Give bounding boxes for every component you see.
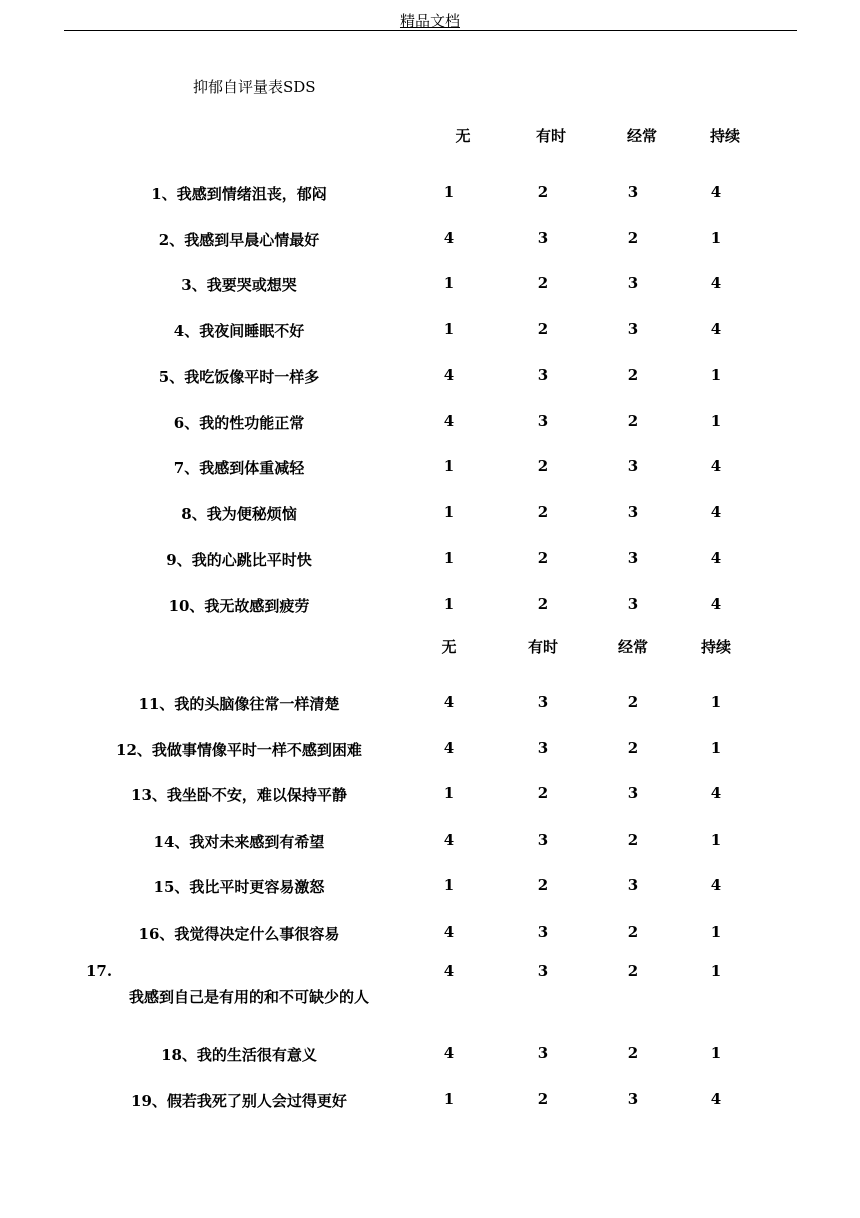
score-none: 1 [443, 595, 455, 613]
column-header-sometimes: 有时 [527, 638, 559, 656]
question-text: 3、我要哭或想哭 [181, 276, 297, 294]
score-sometimes: 2 [537, 876, 549, 894]
score-always: 1 [710, 229, 722, 247]
score-often: 3 [627, 595, 639, 613]
score-none: 1 [443, 549, 455, 567]
column-header-none: 无 [455, 127, 471, 145]
score-sometimes: 2 [537, 784, 549, 802]
question-text: 7、我感到体重减轻 [173, 459, 305, 477]
header-text: 精品文档 [399, 12, 460, 30]
score-sometimes: 2 [537, 595, 549, 613]
score-always: 4 [710, 320, 722, 338]
column-header-none: 无 [441, 638, 457, 656]
score-always: 4 [710, 1090, 722, 1108]
score-often: 2 [627, 831, 639, 849]
score-often: 2 [627, 1044, 639, 1062]
column-header-sometimes: 有时 [535, 127, 567, 145]
score-often: 3 [627, 876, 639, 894]
score-always: 1 [710, 1044, 722, 1062]
score-often: 3 [627, 503, 639, 521]
score-often: 2 [627, 962, 639, 980]
question-text: 18、我的生活很有意义 [161, 1046, 317, 1064]
column-header-often: 经常 [617, 638, 649, 656]
score-often: 2 [627, 693, 639, 711]
score-often: 2 [627, 412, 639, 430]
score-often: 2 [627, 229, 639, 247]
score-sometimes: 2 [537, 1090, 549, 1108]
score-often: 2 [627, 923, 639, 941]
score-sometimes: 3 [537, 739, 549, 757]
score-always: 1 [710, 923, 722, 941]
question-text: 2、我感到早晨心情最好 [158, 231, 320, 249]
score-often: 3 [627, 457, 639, 475]
score-often: 3 [627, 183, 639, 201]
score-sometimes: 3 [537, 1044, 549, 1062]
score-sometimes: 2 [537, 457, 549, 475]
question-text: 8、我为便秘烦恼 [181, 505, 297, 523]
score-sometimes: 3 [537, 962, 549, 980]
score-often: 3 [627, 320, 639, 338]
question-text: 1、我感到情绪沮丧，郁闷 [151, 185, 327, 203]
score-always: 4 [710, 183, 722, 201]
score-none: 4 [443, 229, 455, 247]
score-sometimes: 2 [537, 503, 549, 521]
score-sometimes: 3 [537, 412, 549, 430]
score-none: 1 [443, 1090, 455, 1108]
score-always: 4 [710, 549, 722, 567]
score-sometimes: 2 [537, 320, 549, 338]
score-always: 4 [710, 457, 722, 475]
question-text: 10、我无故感到疲劳 [168, 597, 310, 615]
score-none: 4 [443, 1044, 455, 1062]
question-number: 17. [86, 962, 113, 980]
score-none: 1 [443, 457, 455, 475]
question-text: 4、我夜间睡眠不好 [173, 322, 305, 340]
score-often: 2 [627, 739, 639, 757]
question-text: 我感到自己是有用的和不可缺少的人 [129, 988, 370, 1006]
score-sometimes: 2 [537, 183, 549, 201]
score-always: 4 [710, 876, 722, 894]
score-sometimes: 3 [537, 366, 549, 384]
score-none: 4 [443, 739, 455, 757]
page-header [0, 10, 860, 31]
score-none: 1 [443, 876, 455, 894]
score-none: 1 [443, 183, 455, 201]
score-always: 1 [710, 693, 722, 711]
page-title: 抑郁自评量表SDS [193, 78, 316, 96]
score-none: 4 [443, 366, 455, 384]
score-always: 4 [710, 503, 722, 521]
question-text: 14、我对未来感到有希望 [153, 833, 325, 851]
question-text: 15、我比平时更容易激怒 [153, 878, 325, 896]
header-rule [64, 30, 797, 31]
score-sometimes: 3 [537, 923, 549, 941]
score-always: 4 [710, 274, 722, 292]
score-always: 1 [710, 412, 722, 430]
score-often: 3 [627, 549, 639, 567]
score-none: 4 [443, 923, 455, 941]
score-always: 4 [710, 595, 722, 613]
score-always: 1 [710, 962, 722, 980]
score-often: 2 [627, 366, 639, 384]
score-always: 1 [710, 366, 722, 384]
score-none: 1 [443, 320, 455, 338]
column-header-always: 持续 [700, 638, 732, 656]
score-none: 1 [443, 274, 455, 292]
score-none: 1 [443, 503, 455, 521]
score-always: 1 [710, 831, 722, 849]
score-sometimes: 3 [537, 831, 549, 849]
score-sometimes: 3 [537, 693, 549, 711]
column-header-always: 持续 [709, 127, 741, 145]
question-text: 12、我做事情像平时一样不感到困难 [116, 741, 362, 759]
score-sometimes: 2 [537, 274, 549, 292]
score-always: 4 [710, 784, 722, 802]
score-often: 3 [627, 1090, 639, 1108]
question-text: 9、我的心跳比平时快 [166, 551, 312, 569]
question-text: 19、假若我死了别人会过得更好 [131, 1092, 347, 1110]
score-none: 4 [443, 693, 455, 711]
score-sometimes: 3 [537, 229, 549, 247]
question-text: 13、我坐卧不安，难以保持平静 [131, 786, 347, 804]
column-header-often: 经常 [626, 127, 658, 145]
question-text: 11、我的头脑像往常一样清楚 [138, 695, 340, 713]
score-sometimes: 2 [537, 549, 549, 567]
score-none: 4 [443, 962, 455, 980]
question-text: 16、我觉得决定什么事很容易 [138, 925, 340, 943]
score-often: 3 [627, 784, 639, 802]
question-text: 5、我吃饭像平时一样多 [158, 368, 320, 386]
score-none: 4 [443, 831, 455, 849]
score-often: 3 [627, 274, 639, 292]
question-text: 6、我的性功能正常 [173, 414, 305, 432]
score-always: 1 [710, 739, 722, 757]
score-none: 4 [443, 412, 455, 430]
score-none: 1 [443, 784, 455, 802]
